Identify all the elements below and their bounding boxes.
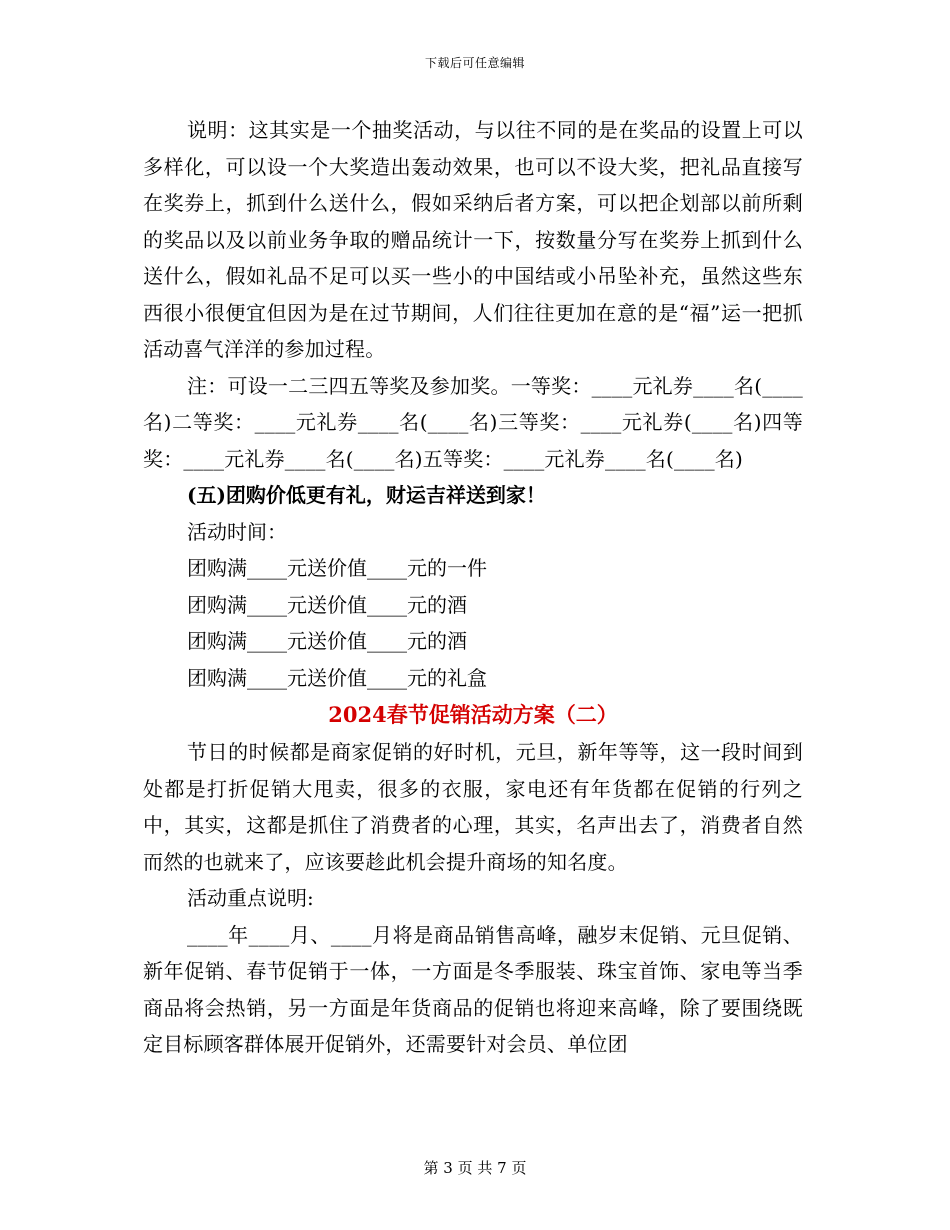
page-header: 下载后可任意编辑	[424, 56, 525, 70]
activity-time-label: 活动时间：	[187, 519, 287, 544]
group-buy-line: 团购满____元送价值____元的酒	[187, 592, 467, 617]
document-body	[143, 112, 803, 1063]
group-buy-line: 团购满____元送价值____元的一件	[187, 556, 487, 580]
prize-levels-paragraph: 注：可设一二三四五等奖及参加奖。一等奖：____元礼券____名(____名)二等奖：____元礼券____名(____名)三等奖：____元礼券(____名)四等奖：____元礼券____名(____名)五等奖：____元礼券____名(____名)	[143, 373, 803, 471]
section-heading-group-buy: (五)团购价低更有礼，财运吉祥送到家！	[187, 483, 546, 507]
section-title: 2024春节促销活动方案（二）	[328, 702, 618, 727]
explanation-paragraph: 说明：这其实是一个抽奖活动，与以往不同的是在奖品的设置上可以多样化，可以设一个大奖造出轰动效果，也可以不设大奖，把礼品直接写在奖券上，抓到什么送什么，假如采纳后者方案，可以把企划部以前所剩的奖品以及以前业务争取的赠品统计一下，按数量分写在奖券上抓到什么送什么，假如礼品不足可以买一些小的中国结或小吊坠补充，虽然这些东西很小很便宜但因为是在过节期间，人们往往更加在意的是“福”运一把抓活动喜气洋洋的参加过程。	[143, 118, 803, 361]
key-points-label: 活动重点说明:	[187, 886, 314, 910]
key-points-paragraph: ____年____月、____月将是商品销售高峰，融岁末促销、元旦促销、新年促销、春节促销于一体，一方面是冬季服装、珠宝首饰、家电等当季商品将会热销，另一方面是年货商品的促销也将迎来高峰，除了要围绕既定目标顾客群体展开促销外，还需要针对会员、单位团	[143, 922, 803, 1056]
group-buy-line: 团购满____元送价值____元的礼盒	[187, 665, 487, 690]
page-footer: 第 3 页 共 7 页	[423, 1159, 527, 1177]
group-buy-line: 团购满____元送价值____元的酒	[187, 629, 467, 653]
intro-paragraph: 节日的时候都是商家促销的好时机，元旦，新年等等，这一段时间到处都是打折促销大甩卖，很多的衣服，家电还有年货都在促销的行列之中，其实，这都是抓住了消费者的心理，其实，名声出去了，消费者自然而然的也就来了，应该要趁此机会提升商场的知名度。	[143, 740, 803, 874]
